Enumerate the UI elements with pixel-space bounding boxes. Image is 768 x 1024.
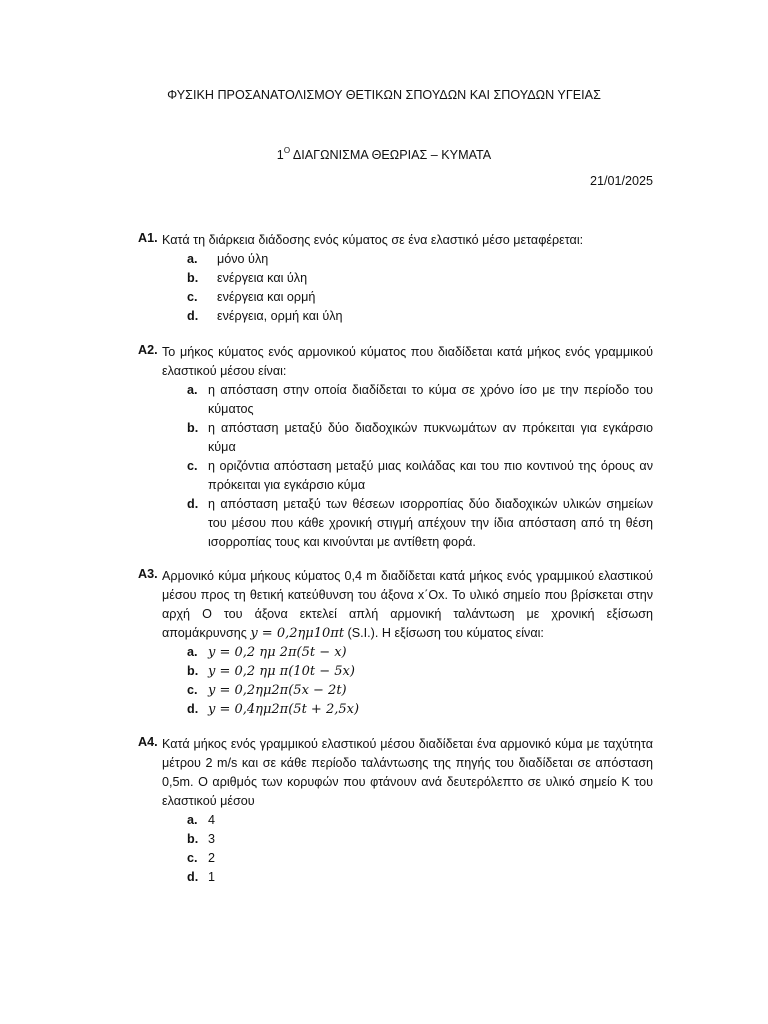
option-letter: a. bbox=[187, 383, 198, 397]
option-text: 3 bbox=[208, 832, 216, 846]
option-b bbox=[138, 830, 653, 849]
option-letter: c. bbox=[187, 290, 198, 304]
option-b bbox=[138, 419, 653, 457]
option-text: η απόσταση στην οποία διαδίδεται το κύμα σε χρόνο ίσο με την περίοδο του κύματος bbox=[208, 383, 653, 416]
subtitle-number: 1 bbox=[276, 148, 284, 162]
question-label: A2. bbox=[138, 343, 158, 357]
question-a1 bbox=[138, 231, 653, 326]
option-d bbox=[138, 868, 653, 887]
exam-subtitle bbox=[0, 146, 768, 162]
option-c bbox=[138, 681, 653, 700]
option-text: 4 bbox=[208, 813, 216, 827]
question-a2 bbox=[138, 343, 653, 552]
option-d bbox=[138, 307, 653, 326]
option-letter: d. bbox=[187, 309, 199, 323]
option-text: ενέργεια, ορμή και ύλη bbox=[217, 309, 343, 323]
option-b bbox=[138, 269, 653, 288]
question-text: Κατά μήκος ενός γραμμικού ελαστικού μέσου διαδίδεται ένα αρμονικό κύμα με ταχύτητα μέτρου 2 m/s και σε κάθε περίοδο ταλάντωσης της πηγής του διαδίδεται σε απόσταση 0,5m. Ο αριθμός των κορυφών που φτάνουν ανά δευτερόλεπτο σε υλικό σημείο Κ του ελαστικού μέσου bbox=[162, 737, 653, 808]
option-text: 1 bbox=[208, 870, 216, 884]
displacement-equation: y = 0,2ημ10πt bbox=[250, 626, 345, 641]
option-a bbox=[138, 811, 653, 830]
option-c bbox=[138, 849, 653, 868]
option-d bbox=[138, 700, 653, 719]
option-a bbox=[138, 250, 653, 269]
option-a bbox=[138, 381, 653, 419]
question-text bbox=[162, 567, 653, 643]
question-text: Το μήκος κύματος ενός αρμονικού κύματος που διαδίδεται κατά μήκος ενός γραμμικού ελαστικού μέσου είναι: bbox=[162, 345, 653, 378]
option-text: μόνο ύλη bbox=[217, 252, 269, 266]
option-text: η απόσταση μεταξύ των θέσεων ισορροπίας δύο διαδοχικών υλικών σημείων του μέσου που κάθε χρονική στιγμή απέχουν την ίδια απόσταση από τη θέση ισορροπίας τους και κινούνται με αντίθετη φορά. bbox=[208, 497, 653, 549]
option-equation: y = 0,2ημ2π(5x − 2t) bbox=[208, 683, 347, 698]
option-text: η απόσταση μεταξύ δύο διαδοχικών πυκνωμάτων αν πρόκειται για εγκάρσιο κύμα bbox=[208, 421, 653, 454]
option-letter: a. bbox=[187, 813, 198, 827]
option-d bbox=[138, 495, 653, 552]
options-list bbox=[138, 811, 653, 887]
option-text: ενέργεια και ύλη bbox=[217, 271, 308, 285]
exam-date: 21/01/2025 bbox=[589, 174, 653, 188]
option-letter: d. bbox=[187, 702, 199, 716]
option-letter: d. bbox=[187, 497, 199, 511]
option-letter: b. bbox=[187, 421, 199, 435]
option-equation: y = 0,4ημ2π(5t + 2,5x) bbox=[208, 702, 360, 717]
question-label: A1. bbox=[138, 231, 158, 245]
options-list bbox=[138, 250, 653, 326]
option-c bbox=[138, 288, 653, 307]
option-text: η οριζόντια απόσταση μεταξύ μιας κοιλάδας και του πιο κοντινού της όρους αν πρόκειται για εγκάρσιο κύμα bbox=[208, 459, 653, 492]
option-a bbox=[138, 643, 653, 662]
document-title: ΦΥΣΙΚΗ ΠΡΟΣΑΝΑΤΟΛΙΣΜΟΥ ΘΕΤΙΚΩΝ ΣΠΟΥΔΩΝ ΚΑΙ ΣΠΟΥΔΩΝ ΥΓΕΙΑΣ bbox=[167, 88, 601, 102]
option-text: ενέργεια και ορμή bbox=[217, 290, 316, 304]
option-letter: b. bbox=[187, 271, 199, 285]
question-a3 bbox=[138, 567, 653, 719]
option-text: 2 bbox=[208, 851, 216, 865]
question-text-after: (S.I.). Η εξίσωση του κύματος είναι: bbox=[344, 626, 544, 640]
option-letter: d. bbox=[187, 870, 199, 884]
option-letter: c. bbox=[187, 851, 198, 865]
option-c bbox=[138, 457, 653, 495]
question-label: A4. bbox=[138, 735, 158, 749]
option-letter: b. bbox=[187, 832, 199, 846]
option-equation: y = 0,2 ημ π(10t − 5x) bbox=[208, 664, 355, 679]
subtitle-ordinal: Ο bbox=[283, 146, 291, 155]
options-list bbox=[138, 381, 653, 552]
question-text-before: Αρμονικό κύμα μήκους κύματος 0,4 m διαδίδεται κατά μήκος ενός γραμμικού ελαστικού μέσου προς τη θετική κατεύθυνση του άξονα x΄Ox. Το υλικό σημείο που βρίσκεται στην αρχή O του άξονα εκτελεί απλή αρμονική ταλάντωση με χρονική εξίσωση απομάκρυνσης bbox=[162, 569, 653, 640]
option-b bbox=[138, 662, 653, 681]
option-letter: a. bbox=[187, 645, 198, 659]
question-a4 bbox=[138, 735, 653, 887]
option-letter: b. bbox=[187, 664, 199, 678]
question-label: A3. bbox=[138, 567, 158, 581]
question-text: Κατά τη διάρκεια διάδοσης ενός κύματος σε ένα ελαστικό μέσο μεταφέρεται: bbox=[162, 233, 584, 247]
option-equation: y = 0,2 ημ 2π(5t − x) bbox=[208, 645, 347, 660]
options-list bbox=[138, 643, 653, 719]
option-letter: c. bbox=[187, 683, 198, 697]
option-letter: c. bbox=[187, 459, 198, 473]
option-letter: a. bbox=[187, 252, 198, 266]
subtitle-text: ΔΙΑΓΩΝΙΣΜΑ ΘΕΩΡΙΑΣ – ΚΥΜΑΤΑ bbox=[290, 148, 492, 162]
